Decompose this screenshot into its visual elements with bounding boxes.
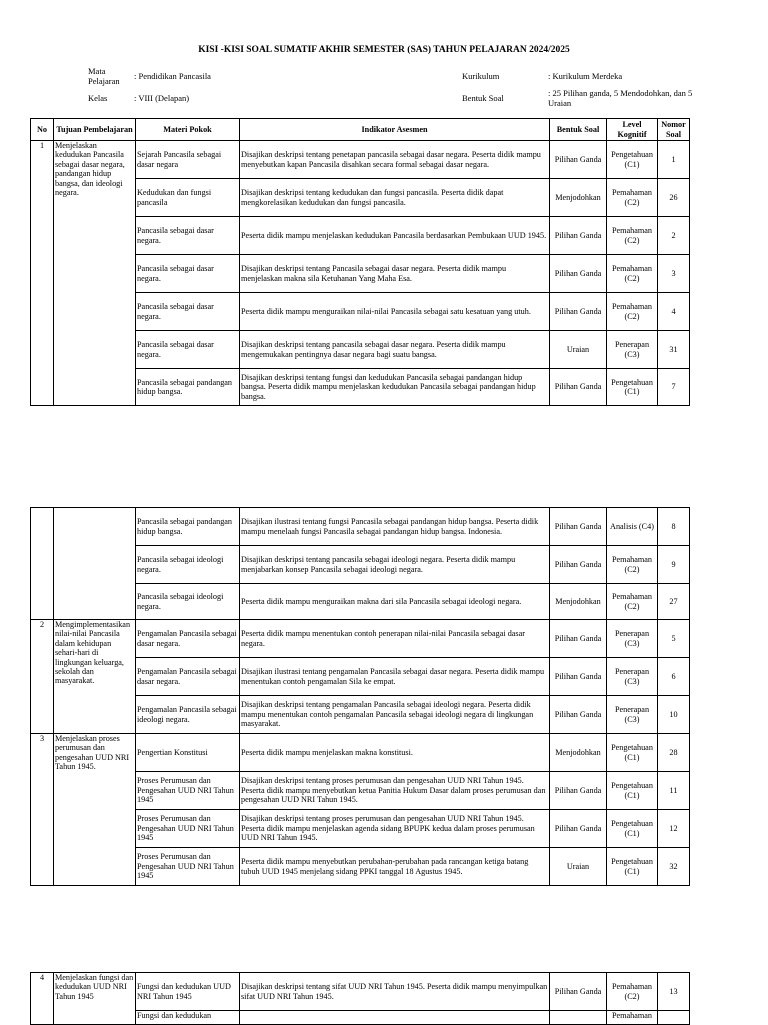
materi-cell: Pancasila sebagai pandangan hidup bangsa.: [136, 369, 240, 406]
level-cell: Pemahaman (C2): [607, 217, 658, 255]
level-cell: Pengetahuan (C1): [607, 734, 658, 772]
nomor-cell: 9: [658, 546, 690, 584]
header-materi: Materi Pokok: [136, 119, 240, 141]
materi-cell: Pengamalan Pancasila sebagai ideologi negara.: [136, 696, 240, 734]
kisi-table-page-3: [30, 972, 690, 1025]
bentuk-cell: Pilihan Ganda: [550, 369, 607, 406]
bentuk-cell: [550, 1011, 607, 1025]
indikator-cell: Peserta didik mampu menguraikan nilai-nilai Pancasila sebagai satu kesatuan yang utuh.: [240, 293, 550, 331]
bentuk-cell: Menjodohkan: [550, 734, 607, 772]
row-number-continued: [31, 508, 54, 620]
nomor-cell: 28: [658, 734, 690, 772]
nomor-cell: 8: [658, 508, 690, 546]
nomor-cell: 32: [658, 848, 690, 886]
nomor-cell: 1: [658, 141, 690, 179]
materi-cell: Pancasila sebagai pandangan hidup bangsa.: [136, 508, 240, 546]
indikator-cell: Disajikan deskripsi tentang sifat UUD NRI Tahun 1945. Peserta didik mampu menyimpulkan sifat UUD NRI Tahun 1945.: [240, 973, 550, 1011]
indikator-cell: Disajikan ilustrasi tentang fungsi Pancasila sebagai pandangan hidup bangsa. Peserta didik mampu menelaah fungsi Pancasila sebagai pandangan hidup bangsa. Indonesia.: [240, 508, 550, 546]
bentuk-cell: Pilihan Ganda: [550, 658, 607, 696]
row-number: 1: [31, 141, 54, 406]
table-header-row: [31, 119, 690, 141]
header-tujuan: Tujuan Pembelajaran: [54, 119, 136, 141]
nomor-cell: 13: [658, 973, 690, 1011]
nomor-cell: 12: [658, 810, 690, 848]
row-number: 2: [31, 620, 54, 734]
indikator-cell: [240, 1011, 550, 1025]
tujuan-cell: Menjelaskan proses perumusan dan pengesahan UUD NRI Tahun 1945.: [54, 734, 136, 886]
nomor-cell: 3: [658, 255, 690, 293]
level-cell: Pemahaman (C2): [607, 255, 658, 293]
indikator-cell: Peserta didik mampu menguraikan makna dari sila Pancasila sebagai ideologi negara.: [240, 584, 550, 620]
nomor-cell: 2: [658, 217, 690, 255]
row-number: 3: [31, 734, 54, 886]
indikator-cell: Disajikan deskripsi tentang penetapan pancasila sebagai dasar negara. Peserta didik mampu menyebutkan kapan Pancasila disahkan secara formal sebagai dasar negara.: [240, 141, 550, 179]
row-number: 4: [31, 973, 54, 1025]
materi-cell: Kedudukan dan fungsi pancasila: [136, 179, 240, 217]
materi-cell: Fungsi dan kedudukan UUD NRI Tahun 1945: [136, 973, 240, 1011]
level-cell: Penerapan (C3): [607, 331, 658, 369]
level-cell: Pengetahuan (C1): [607, 772, 658, 810]
materi-cell: Pengertian Konstitusi: [136, 734, 240, 772]
table-row: [31, 973, 690, 1011]
bentuk-cell: Pilihan Ganda: [550, 973, 607, 1011]
bentuk-cell: Pilihan Ganda: [550, 772, 607, 810]
tujuan-cell: Mengimplementasikan nilai-nilai Pancasila dalam kehidupan sehari-hari di lingkungan keluarga, sekolah dan masyarakat.: [54, 620, 136, 734]
indikator-cell: Peserta didik mampu menjelaskan makna konstitusi.: [240, 734, 550, 772]
level-cell: Pengetahuan (C1): [607, 848, 658, 886]
table-row: [31, 620, 690, 658]
tujuan-cell: Menjelaskan kedudukan Pancasila sebagai dasar negara, pandangan hidup bangsa, dan ideologi negara.: [54, 141, 136, 406]
bentuk-cell: Uraian: [550, 848, 607, 886]
materi-cell: Pengamalan Pancasila sebagai dasar negara.: [136, 620, 240, 658]
bentuk-cell: Uraian: [550, 331, 607, 369]
indikator-cell: Disajikan deskripsi tentang proses perumusan dan pengesahan UUD NRI Tahun 1945. Peserta didik mampu menyebutkan ketua Panitia Hukum Dasar dalam proses perumusan dan pengesahan UUD NRI Tahun 1945.: [240, 772, 550, 810]
indikator-cell: Disajikan deskripsi tentang pengamalan Pancasila sebagai ideologi negara. Peserta didik mampu menentukan contoh pengamalan Pancasila sebagai ideologi negara di lingkungan masyarakat.: [240, 696, 550, 734]
nomor-cell: 26: [658, 179, 690, 217]
kelas-label: Kelas: [88, 93, 108, 103]
nomor-cell: 27: [658, 584, 690, 620]
level-cell: Analisis (C4): [607, 508, 658, 546]
header-bentuk: Bentuk Soal: [550, 119, 607, 141]
bentuk-cell: Menjodohkan: [550, 179, 607, 217]
materi-cell: Fungsi dan kedudukan: [136, 1011, 240, 1025]
level-cell: Penerapan (C3): [607, 696, 658, 734]
nomor-cell: 31: [658, 331, 690, 369]
indikator-cell: Disajikan ilustrasi tentang pengamalan Pancasila sebagai dasar negara. Peserta didik mampu menentukan contoh pengamalan Sila ke empat.: [240, 658, 550, 696]
bentuk-soal-value: : 25 Pilihan ganda, 5 Mendodohkan, dan 5 Uraian: [548, 88, 693, 108]
table-row: [31, 734, 690, 772]
materi-cell: Proses Perumusan dan Pengesahan UUD NRI Tahun 1945: [136, 810, 240, 848]
materi-cell: Pancasila sebagai dasar negara.: [136, 255, 240, 293]
indikator-cell: Disajikan deskripsi tentang pancasila sebagai dasar negara. Peserta didik mampu mengemukakan pentingnya dasar negara bagi suatu bangsa.: [240, 331, 550, 369]
nomor-cell: 10: [658, 696, 690, 734]
document-title: KISI -KISI SOAL SUMATIF AKHIR SEMESTER (SAS) TAHUN PELAJARAN 2024/2025: [198, 45, 570, 55]
tujuan-cell-continued: [54, 508, 136, 620]
mapel-label: Mata Pelajaran: [88, 66, 120, 86]
header-no: No: [31, 119, 54, 141]
table-row: [31, 141, 690, 179]
mapel-value: : Pendidikan Pancasila: [134, 71, 211, 81]
bentuk-cell: Menjodohkan: [550, 584, 607, 620]
kurikulum-label: Kurikulum: [462, 71, 500, 81]
materi-cell: Pengamalan Pancasila sebagai dasar negara.: [136, 658, 240, 696]
indikator-cell: Disajikan deskripsi tentang Pancasila sebagai dasar negara. Peserta didik mampu menjelaskan makna sila Ketuhanan Yang Maha Esa.: [240, 255, 550, 293]
bentuk-cell: Pilihan Ganda: [550, 546, 607, 584]
materi-cell: Proses Perumusan dan Pengesahan UUD NRI Tahun 1945: [136, 772, 240, 810]
indikator-cell: Peserta didik mampu menjelaskan kedudukan Pancasila berdasarkan Pembukaan UUD 1945.: [240, 217, 550, 255]
table-row: [31, 508, 690, 546]
level-cell: Pemahaman (C2): [607, 293, 658, 331]
level-cell: Pengetahuan (C1): [607, 810, 658, 848]
kelas-value: : VIII (Delapan): [134, 93, 190, 103]
bentuk-cell: Pilihan Ganda: [550, 620, 607, 658]
header-nomor: Nomor Soal: [658, 119, 690, 141]
materi-cell: Pancasila sebagai ideologi negara.: [136, 584, 240, 620]
indikator-cell: Disajikan deskripsi tentang pancasila sebagai ideologi negara. Peserta didik mampu menjabarkan konsep Pancasila sebagai ideologi negara.: [240, 546, 550, 584]
nomor-cell: 4: [658, 293, 690, 331]
nomor-cell: 5: [658, 620, 690, 658]
nomor-cell: [658, 1011, 690, 1025]
bentuk-cell: Pilihan Ganda: [550, 217, 607, 255]
kisi-table-page-2: [30, 507, 690, 886]
materi-cell: Pancasila sebagai dasar negara.: [136, 331, 240, 369]
bentuk-soal-label: Bentuk Soal: [462, 93, 504, 103]
bentuk-cell: Pilihan Ganda: [550, 696, 607, 734]
level-cell: Penerapan (C3): [607, 658, 658, 696]
indikator-cell: Peserta didik mampu menentukan contoh penerapan nilai-nilai Pancasila sebagai dasar negara.: [240, 620, 550, 658]
bentuk-cell: Pilihan Ganda: [550, 293, 607, 331]
header-indikator: Indikator Asesmen: [240, 119, 550, 141]
indikator-cell: Disajikan deskripsi tentang fungsi dan kedudukan Pancasila sebagai pandangan hidup bangsa. Peserta didik mampu menjelaskan kedudukan Pancasila sebagai pandangan hidup bangsa.: [240, 369, 550, 406]
level-cell: Pemahaman: [607, 1011, 658, 1025]
nomor-cell: 11: [658, 772, 690, 810]
nomor-cell: 6: [658, 658, 690, 696]
materi-cell: Pancasila sebagai dasar negara.: [136, 217, 240, 255]
kisi-table-page-1: [30, 118, 690, 406]
materi-cell: Pancasila sebagai dasar negara.: [136, 293, 240, 331]
tujuan-cell: Menjelaskan fungsi dan kedudukan UUD NRI Tahun 1945: [54, 973, 136, 1025]
bentuk-cell: Pilihan Ganda: [550, 810, 607, 848]
header-level: Level Kognitif: [607, 119, 658, 141]
materi-cell: Pancasila sebagai ideologi negara.: [136, 546, 240, 584]
level-cell: Pemahaman (C2): [607, 179, 658, 217]
level-cell: Pengetahuan (C1): [607, 141, 658, 179]
nomor-cell: 7: [658, 369, 690, 406]
bentuk-cell: Pilihan Ganda: [550, 255, 607, 293]
indikator-cell: Peserta didik mampu menyebutkan perubahan-perubahan pada rancangan ketiga batang tubuh UUD 1945 menjelang sidang PPKI tanggal 18 Agustus 1945.: [240, 848, 550, 886]
level-cell: Pemahaman (C2): [607, 584, 658, 620]
materi-cell: Sejarah Pancasila sebagai dasar negara: [136, 141, 240, 179]
materi-cell: Proses Perumusan dan Pengesahan UUD NRI Tahun 1945: [136, 848, 240, 886]
bentuk-cell: Pilihan Ganda: [550, 508, 607, 546]
level-cell: Penerapan (C3): [607, 620, 658, 658]
indikator-cell: Disajikan deskripsi tentang proses perumusan dan pengesahan UUD NRI Tahun 1945. Peserta didik mampu menjelaskan agenda sidang BPUPK kedua dalam proses perumusan UUD NRI Tahun 1945.: [240, 810, 550, 848]
kurikulum-value: : Kurikulum Merdeka: [548, 71, 623, 81]
level-cell: Pengetahuan (C1): [607, 369, 658, 406]
bentuk-cell: Pilihan Ganda: [550, 141, 607, 179]
level-cell: Pemahaman (C2): [607, 973, 658, 1011]
indikator-cell: Disajikan deskripsi tentang kedudukan dan fungsi pancasila. Peserta didik dapat mengkorelasikan kedudukan dan fungsi pancasila.: [240, 179, 550, 217]
level-cell: Pemahaman (C2): [607, 546, 658, 584]
